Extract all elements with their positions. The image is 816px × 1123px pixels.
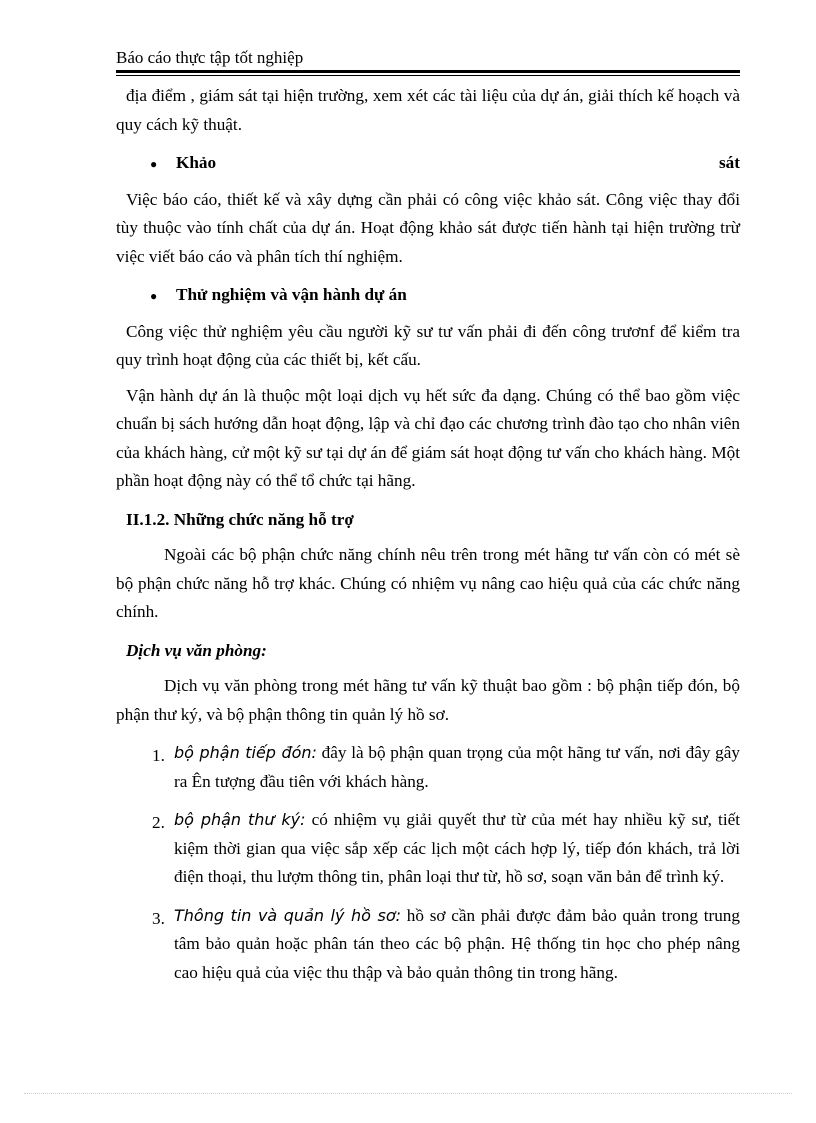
paragraph-khao-sat: Việc báo cáo, thiết kế và xây dựng cần phải có công việc khảo sát. Công việc thay đổi tùy thuộc vào tính chất của dự án. Hoạt động khảo sát được tiến hành tại hiện trường trừ việc viết báo cáo và phân tích thí nghiệm.	[116, 189, 740, 266]
bullet-icon: ●	[150, 289, 158, 303]
paragraph-dich-vu: Dịch vụ văn phòng trong mét hãng tư vấn kỹ thuật bao gồm : bộ phận tiếp đón, bộ phận thư ký, và bộ phận thông tin quản lý hồ sơ.	[116, 676, 740, 724]
list-term: bộ phận thư ký:	[174, 810, 306, 829]
paragraph-van-hanh: Vận hành dự án là thuộc một loại dịch vụ hết sức đa dạng. Chúng có thể bao gồm việc chuẩn bị sách hướng dẫn hoạt động, lập và chỉ đạo các chương trình đào tạo cho nhân viên của khách hàng, cử một kỹ sư tại dự án để giám sát hoạt động tư vấn cho khách hàng. Một phần hoạt động này có thể tổ chức tại hãng.	[116, 385, 740, 490]
header-title: Báo cáo thực tập tốt nghiệp	[116, 48, 304, 67]
list-number: 3.	[152, 908, 165, 928]
section-heading: II.1.2. Những chức năng hỗ trợ	[126, 509, 354, 529]
paragraph-intro: địa điểm , giám sát tại hiện trường, xem xét các tài liệu của dự án, giải thích kế hoạch và quy cách kỹ thuật.	[116, 86, 740, 134]
page-bottom-border	[24, 1093, 792, 1094]
list-text: có nhiệm vụ giải quyết thư từ của mét hay nhiều kỹ sư, tiết kiệm thời gian qua việc sắp xếp các lịch một cách hợp lý, tiếp đón khách, trả lời điện thoại, thu lượm thông tin, phân loại thư từ, hồ sơ, soạn văn bản để trình ký.	[174, 810, 740, 886]
header-rule-thin	[116, 75, 740, 76]
list-item	[116, 902, 740, 988]
bullet-khao-sat	[116, 149, 740, 179]
list-text: đây là bộ phận quan trọng của một hãng tư vấn, nơi đây gây ra Ên tượng đầu tiên với khách hàng.	[174, 743, 740, 791]
bullet-icon: ●	[150, 157, 158, 171]
list-term: bộ phận tiếp đón:	[174, 743, 317, 762]
bullet-khao-sat-label: Khảo sát	[176, 153, 740, 172]
header-rule-thick	[116, 70, 740, 73]
list-item	[116, 739, 740, 796]
bullet-thu-nghiem-label: Thử nghiệm và vận hành dự án	[176, 285, 407, 304]
list-text: hồ sơ cần phải được đảm bảo quản trong trung tâm bảo quản hoặc phân tán theo các bộ phận. Hệ thống tin học cho phép nâng cao hiệu quả của việc thu thập và bảo quản thông tin trong hãng.	[174, 905, 740, 982]
document-body	[116, 82, 740, 987]
bullet-thu-nghiem	[116, 281, 740, 311]
list-term: Thông tin và quản lý hồ sơ:	[174, 905, 402, 925]
list-number: 1.	[152, 746, 165, 765]
italic-heading: Dịch vụ văn phòng:	[126, 640, 267, 660]
list-item	[116, 806, 740, 892]
paragraph-ho-tro: Ngoài các bộ phận chức năng chính nêu trên trong mét hãng tư vấn còn có mét sè bộ phận chức năng hỗ trợ khác. Chúng có nhiệm vụ nâng cao hiệu quả của các chức năng chính.	[116, 545, 740, 621]
paragraph-thu-nghiem: Công việc thử nghiệm yêu cầu người kỹ sư tư vấn phải đi đến công trươnf để kiểm tra quy trình hoạt động của các thiết bị, kết cấu.	[116, 321, 740, 369]
list-number: 2.	[152, 813, 165, 832]
